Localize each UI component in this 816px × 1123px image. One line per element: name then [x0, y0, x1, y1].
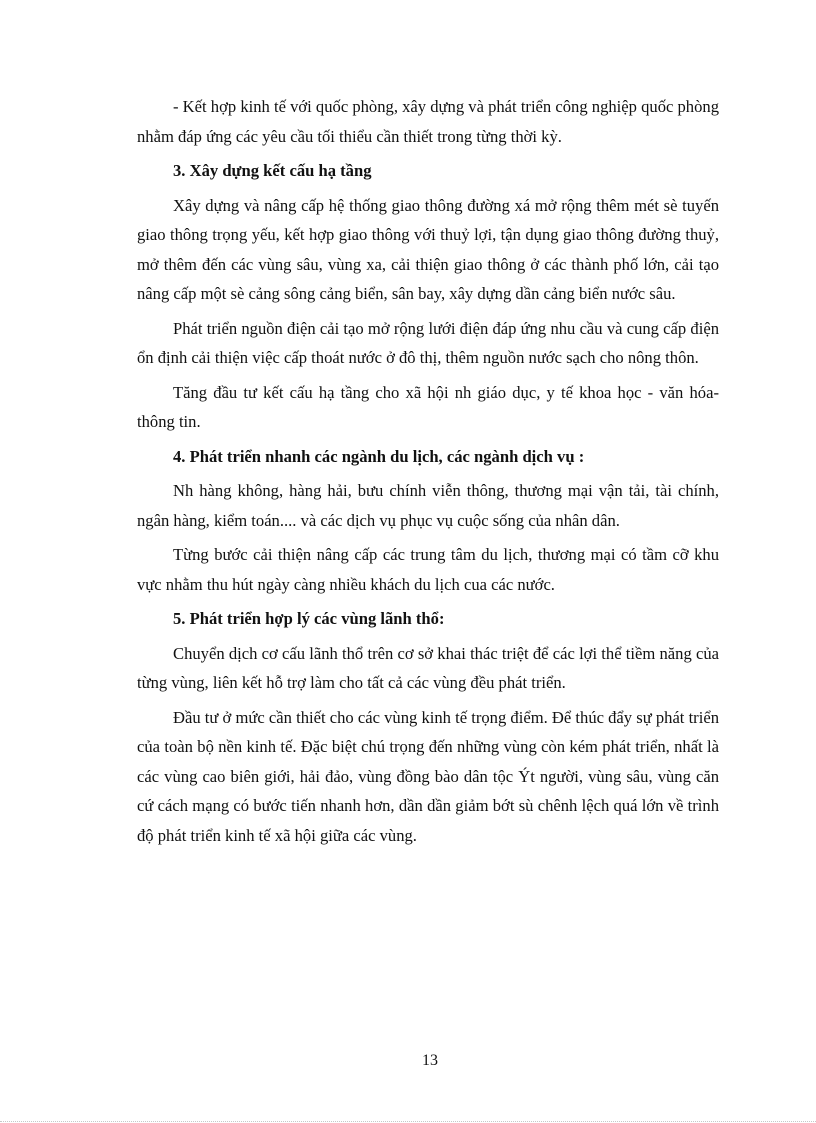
document-page — [137, 92, 719, 855]
heading-tourism-services: 4. Phát triển nhanh các ngành du lịch, các ngành dịch vụ : — [173, 446, 585, 466]
paragraph-services-list: Nh hàng không, hàng hải, bưu chính viễn thông, thương mại vận tải, tài chính, ngân hàng, kiểm toán.... và các dịch vụ phục vụ cuộc sống của nhân dân. — [137, 481, 719, 530]
paragraph-power-water: Phát triển nguồn điện cải tạo mở rộng lưới điện đáp ứng nhu cầu và cung cấp điện ổn định cải thiện việc cấp thoát nước ở đô thị, thêm nguồn nước sạch cho nông thôn. — [137, 318, 719, 367]
paragraph-social-infrastructure: Tăng đầu tư kết cấu hạ tầng cho xã hội nh giáo dục, y tế khoa học - văn hóa- thông tin. — [137, 382, 719, 431]
paragraph-key-economic-zones: Đầu tư ở mức cần thiết cho các vùng kinh tế trọng điểm. Để thúc đẩy sự phát triển của toàn bộ nền kinh tế. Đặc biệt chú trọng đến những vùng còn kém phát triển, nhất là các vùng cao biên giới, hải đảo, vùng đồng bào dân tộc Ýt người, vùng sâu, vùng căn cứ cách mạng có bước tiến nhanh hơn, dần dần giảm bớt sù chênh lệch quá lớn về trình độ phát triển kinh tế xã hội giữa các vùng. — [137, 707, 719, 845]
paragraph-defense-industry: - Kết hợp kinh tế với quốc phòng, xây dựng và phát triển công nghiệp quốc phòng nhằm đáp ứng các yêu cầu tối thiểu cần thiết trong từng thời kỳ. — [137, 97, 719, 146]
heading-regional-development: 5. Phát triển hợp lý các vùng lãnh thổ: — [173, 609, 445, 628]
heading-infrastructure: 3. Xây dựng kết cấu hạ tầng — [173, 161, 372, 180]
paragraph-transport: Xây dựng và nâng cấp hệ thống giao thông đường xá mở rộng thêm mét sè tuyến giao thông trọng yếu, kết hợp giao thông với thuỷ lợi, tận dụng giao thông đường thuỷ, mở thêm đến các vùng sâu, vùng xa, cải thiện giao thông ở các thành phố lớn, cải tạo nâng cấp một sè cảng sông cảng biển, sân bay, xây dựng dần cảng biển nước sâu. — [137, 195, 719, 303]
page-number: 13 — [422, 1052, 438, 1069]
page-bottom-divider — [0, 1121, 816, 1122]
paragraph-tourism-centers: Từng bước cải thiện nâng cấp các trung tâm du lịch, thương mại có tầm cỡ khu vực nhằm thu hút ngày càng nhiều khách du lịch cua các nước. — [137, 545, 719, 594]
paragraph-regional-restructuring: Chuyển dịch cơ cấu lãnh thổ trên cơ sở khai thác triệt để các lợi thể tiềm năng của từng vùng, liên kết hỗ trợ làm cho tất cả các vùng đều phát triển. — [137, 643, 719, 692]
